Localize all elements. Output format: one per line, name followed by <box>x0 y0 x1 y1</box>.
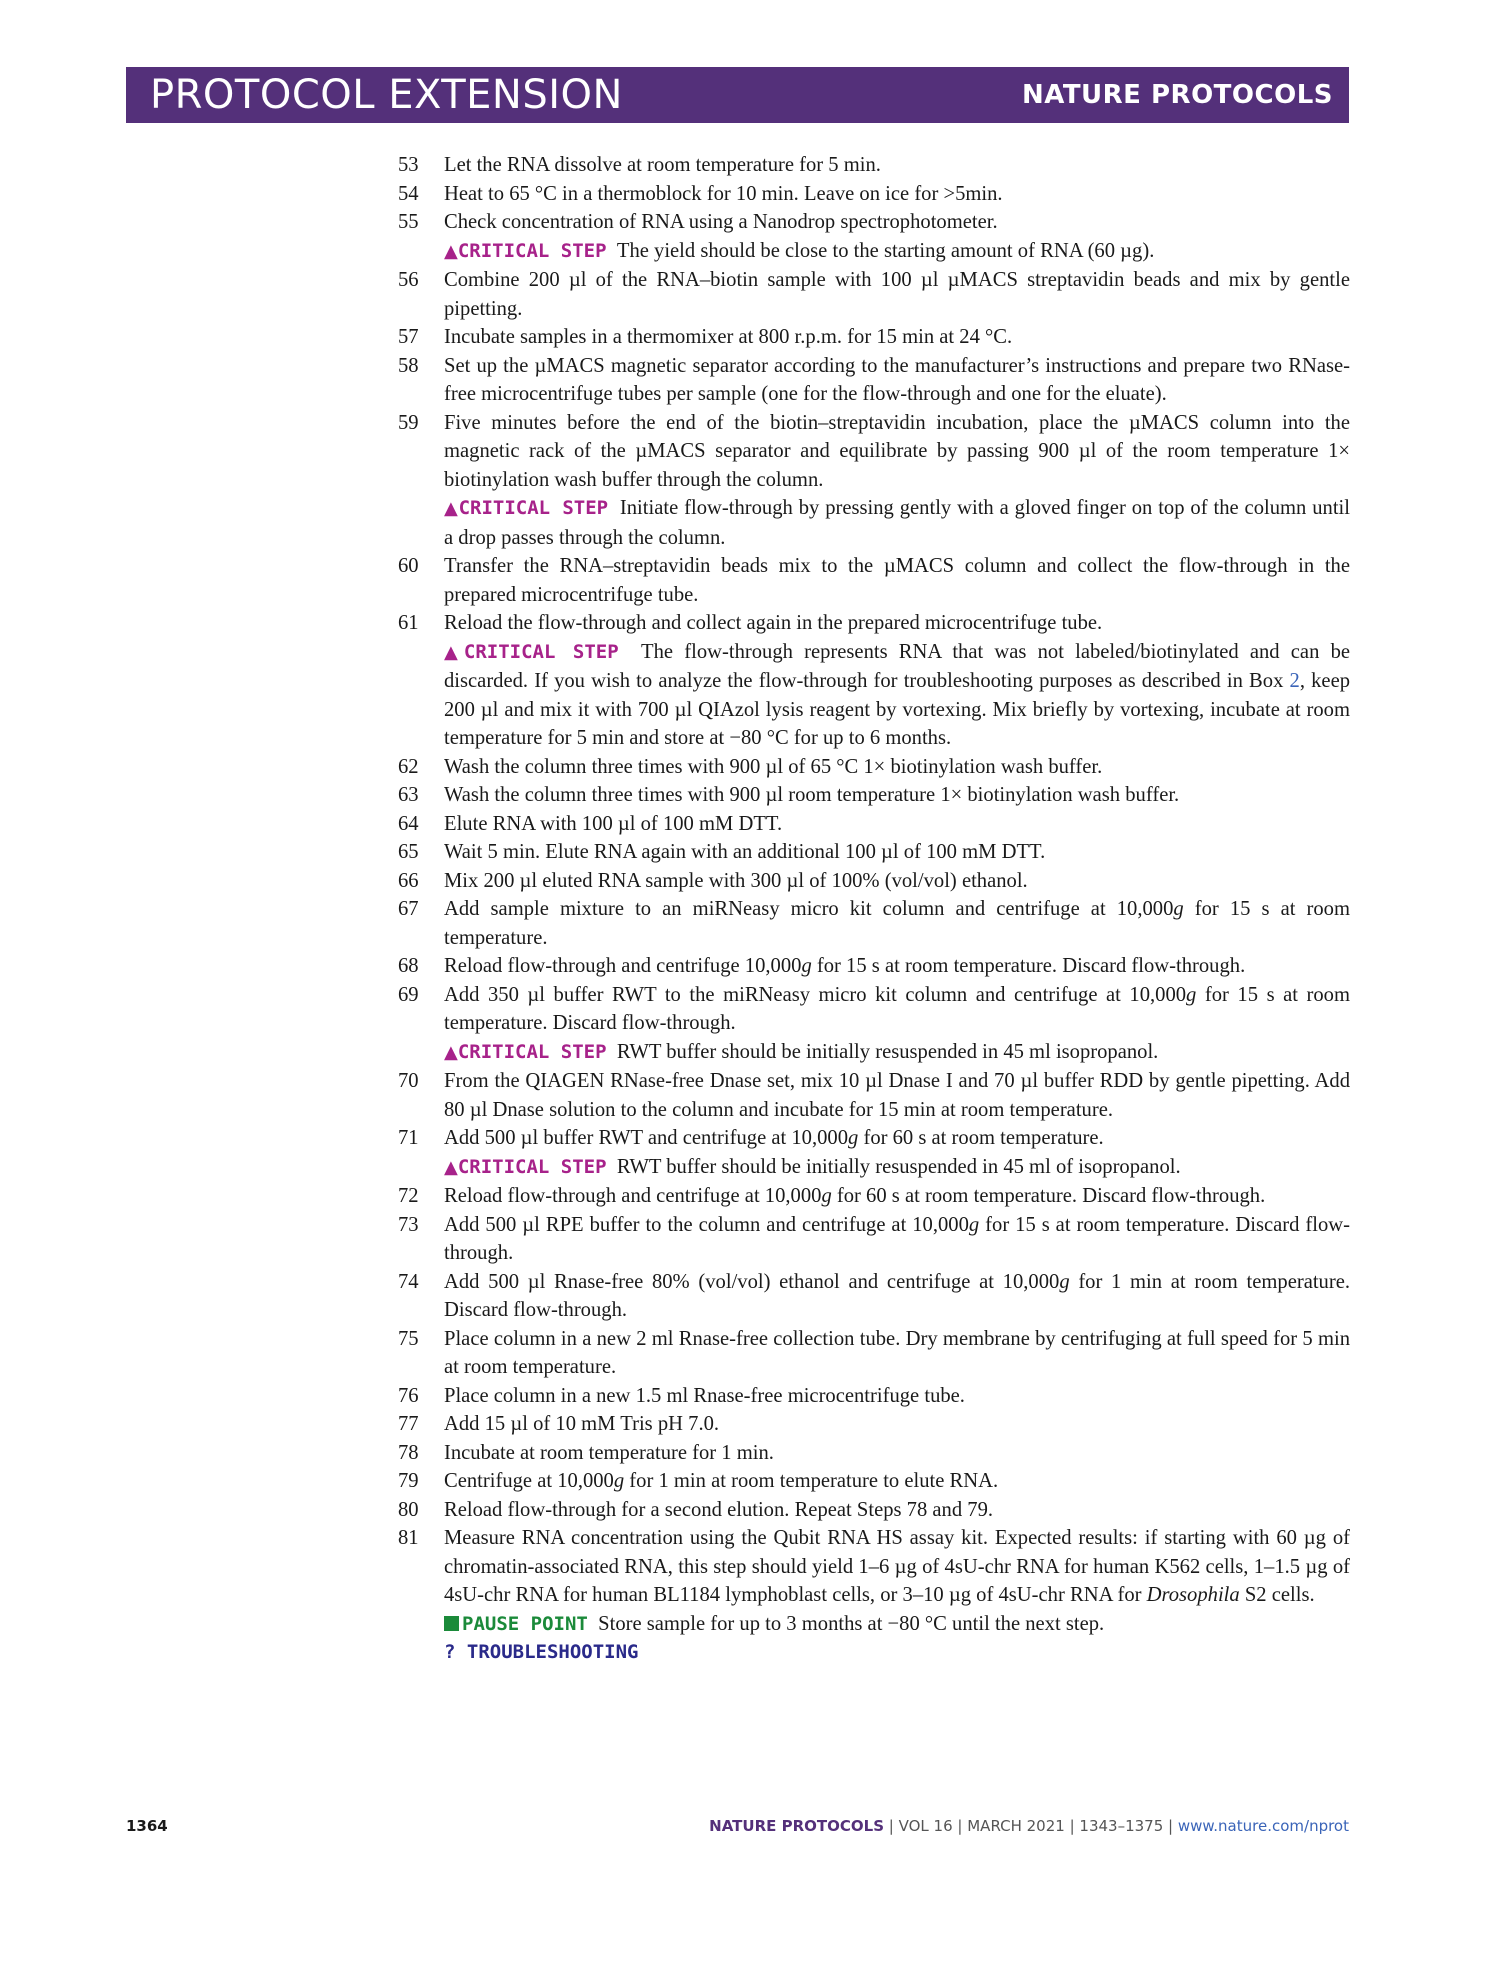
section-banner <box>126 67 1349 123</box>
pause-point-label: PAUSE POINT <box>444 1613 588 1635</box>
page-footer <box>126 1817 1349 1843</box>
step-55: 55 Check concentration of RNA using a Nanodrop spectrophotometer. <box>398 211 998 233</box>
critical-step-note: ▲CRITICAL STEP RWT buffer should be initially resuspended in 45 ml isopropanol. <box>444 1040 1159 1063</box>
troubleshooting-link[interactable]: ? TROUBLESHOOTING <box>444 1641 639 1663</box>
step-77: 77 Add 15 µl of 10 mM Tris pH 7.0. <box>398 1413 720 1435</box>
procedure-steps <box>398 151 1350 1667</box>
step-75: 75 Place column in a new 2 ml Rnase-free collection tube. Dry membrane by centrifuging at full speed for 5 min at room temperature. <box>398 1327 1350 1378</box>
critical-step-note: ▲CRITICAL STEP The yield should be close to the starting amount of RNA (60 µg). <box>444 239 1155 262</box>
pause-square-icon <box>444 1616 459 1631</box>
step-65: 65 Wait 5 min. Elute RNA again with an additional 100 µl of 100 mM DTT. <box>398 841 1046 863</box>
box-2-link[interactable]: 2 <box>1289 670 1300 692</box>
journal-name: NATURE PROTOCOLS <box>1021 80 1333 110</box>
step-66: 66 Mix 200 µl eluted RNA sample with 300 µl of 100% (vol/vol) ethanol. <box>398 869 1028 892</box>
critical-step-note: ▲CRITICAL STEP Initiate flow-through by pressing gently with a gloved finger on top of the column until a drop passes through the column. <box>444 497 1350 549</box>
critical-step-label: ▲CRITICAL STEP <box>444 1155 607 1178</box>
step-78: 78 Incubate at room temperature for 1 min. <box>398 1441 774 1464</box>
step-61: 61 Reload the flow-through and collect again in the prepared microcentrifuge tube. <box>398 612 1103 634</box>
critical-step-label: ▲CRITICAL STEP <box>444 640 619 663</box>
step-71: 71 Add 500 µl buffer RWT and centrifuge at 10,000g for 60 s at room temperature. <box>398 1127 1104 1149</box>
critical-step-label: ▲CRITICAL STEP <box>444 1040 607 1063</box>
warning-triangle-icon: ▲ <box>444 498 459 519</box>
journal-url-link[interactable]: www.nature.com/nprot <box>1177 1817 1349 1835</box>
critical-step-note: ▲CRITICAL STEP RWT buffer should be initially resuspended in 45 ml of isopropanol. <box>444 1155 1181 1178</box>
step-67: 67 Add sample mixture to an miRNeasy micro kit column and centrifuge at 10,000g for 15 s at room temperature. <box>398 898 1350 949</box>
step-60: 60 Transfer the RNA–streptavidin beads mix to the µMACS column and collect the flow-through in the prepared microcentrifuge tube. <box>398 555 1350 606</box>
step-63: 63 Wash the column three times with 900 µl room temperature 1× biotinylation wash buffer. <box>398 784 1180 806</box>
step-80: 80 Reload flow-through for a second elution. Repeat Steps 78 and 79. <box>398 1498 994 1521</box>
step-81: 81 Measure RNA concentration using the Qubit RNA HS assay kit. Expected results: if starting with 60 µg of chromatin-associated RNA, this step should yield 1–6 µg of 4sU-chr RNA for human K562 cells, 1–1.5 µg of 4sU-chr RNA for human BL1184 lymphoblast cells, or 3–10 µg of 4sU-chr RNA for Drosophila S2 cells. <box>398 1527 1350 1606</box>
step-68: 68 Reload flow-through and centrifuge 10,000g for 15 s at room temperature. Discard flow-through. <box>398 955 1246 977</box>
step-54: 54 Heat to 65 °C in a thermoblock for 10 min. Leave on ice for >5min. <box>398 182 1003 205</box>
step-64: 64 Elute RNA with 100 µl of 100 mM DTT. <box>398 812 783 835</box>
critical-step-note: ▲CRITICAL STEP The flow-through represents RNA that was not labeled/biotinylated and can be discarded. If you wish to analyze the flow-through for troubleshooting purposes as described in Box 2, keep 200 µl and mix it with 700 µl QIAzol lysis reagent by vortexing. Mix briefly by vortexing, incubate at room temperature for 5 min and store at −80 °C for up to 6 months. <box>444 640 1351 749</box>
step-72: 72 Reload flow-through and centrifuge at 10,000g for 60 s at room temperature. Discard flow-through. <box>398 1185 1266 1207</box>
step-70: 70 From the QIAGEN RNase-free Dnase set, mix 10 µl Dnase I and 70 µl buffer RDD by gentle pipetting. Add 80 µl Dnase solution to the column and incubate for 15 min at room temperature. <box>398 1070 1350 1121</box>
step-79: 79 Centrifuge at 10,000g for 1 min at room temperature to elute RNA. <box>398 1470 999 1492</box>
step-56: 56 Combine 200 µl of the RNA–biotin sample with 100 µl µMACS streptavidin beads and mix by gentle pipetting. <box>398 269 1350 320</box>
step-69: 69 Add 350 µl buffer RWT to the miRNeasy micro kit column and centrifuge at 10,000g for 15 s at room temperature. Discard flow-through. <box>398 983 1350 1034</box>
step-62: 62 Wash the column three times with 900 µl of 65 °C 1× biotinylation wash buffer. <box>398 755 1103 778</box>
pause-point-note: PAUSE POINT Store sample for up to 3 months at −80 °C until the next step. <box>398 1610 1350 1639</box>
warning-triangle-icon: ▲ <box>444 641 464 663</box>
step-57: 57 Incubate samples in a thermomixer at 800 r.p.m. for 15 min at 24 °C. <box>398 326 1013 348</box>
step-73: 73 Add 500 µl RPE buffer to the column and centrifuge at 10,000g for 15 s at room temperature. Discard flow-through. <box>398 1213 1350 1264</box>
step-74: 74 Add 500 µl Rnase-free 80% (vol/vol) ethanol and centrifuge at 10,000g for 1 min at room temperature. Discard flow-through. <box>398 1270 1350 1321</box>
section-title: PROTOCOL EXTENSION <box>150 72 623 118</box>
step-58: 58 Set up the µMACS magnetic separator according to the manufacturer’s instructions and prepare two RNase-free microcentrifuge tubes per sample (one for the flow-through and one for the eluate). <box>398 354 1350 405</box>
step-76: 76 Place column in a new 1.5 ml Rnase-free microcentrifuge tube. <box>398 1384 965 1407</box>
page-number: 1364 <box>126 1817 168 1835</box>
warning-triangle-icon: ▲ <box>444 240 458 262</box>
warning-triangle-icon: ▲ <box>444 1156 458 1178</box>
critical-step-label: ▲CRITICAL STEP <box>444 497 609 519</box>
step-53: 53 Let the RNA dissolve at room temperature for 5 min. <box>398 154 881 176</box>
step-59: 59 Five minutes before the end of the biotin–streptavidin incubation, place the µMACS column into the magnetic rack of the µMACS separator and equilibrate by passing 900 µl of the room temperature 1× biotinylation wash buffer through the column. <box>398 411 1350 491</box>
warning-triangle-icon: ▲ <box>444 1041 458 1063</box>
critical-step-label: ▲CRITICAL STEP <box>444 239 607 262</box>
citation: NATURE PROTOCOLS | VOL 16 | MARCH 2021 | 1343–1375 | www.nature.com/nprot <box>709 1817 1349 1835</box>
